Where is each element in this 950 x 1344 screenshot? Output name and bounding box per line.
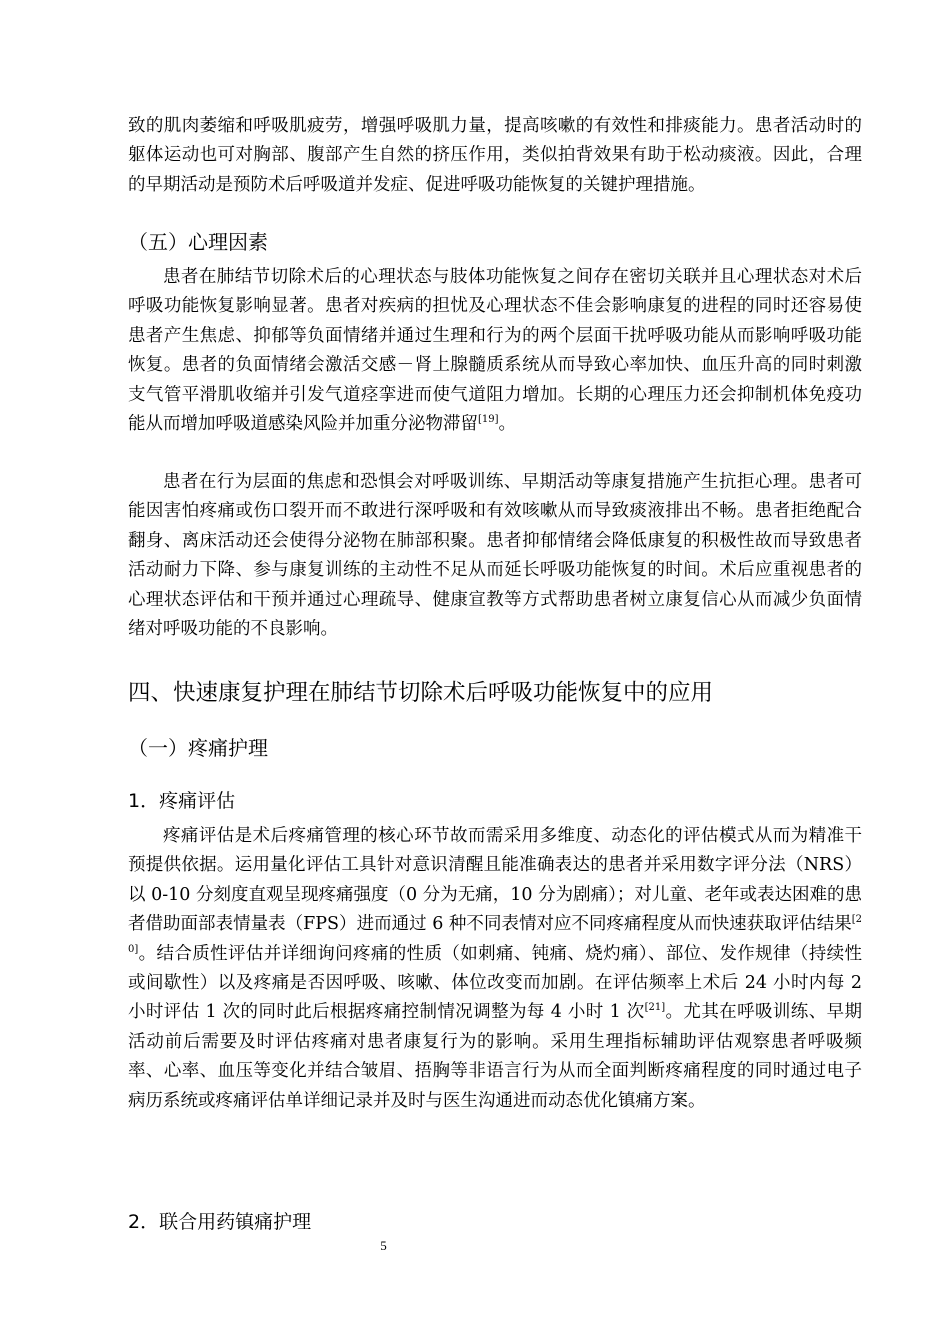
heading-chapter-four: 四、快速康复护理在肺结节切除术后呼吸功能恢复中的应用 xyxy=(128,680,714,706)
heading-psychological-factors: （五）心理因素 xyxy=(128,230,268,254)
heading-combined-analgesia: 2．联合用药镇痛护理 xyxy=(128,1211,312,1233)
paragraph-text: 疼痛评估是术后疼痛管理的核心环节故而需采用多维度、动态化的评估模式从而为精准干预提供依据。运用量化评估工具针对意识清醒且能准确表达的患者并采用数字评分法（NRS）以 0-10 分刻度直观呈现疼痛强度（0 分为无痛，10 分为剧痛）；对儿童、老年或表达困难的患者借助面部表情量表（FPS）进而通过 6 种不同表情对应不同疼痛程度从而快速获取评估结果 xyxy=(128,826,862,935)
heading-pain-nursing: （一）疼痛护理 xyxy=(128,736,268,760)
paragraph-end: 。 xyxy=(498,414,517,435)
paragraph-psych-state xyxy=(128,263,862,439)
paragraph-text: 。结合质性评估并详细询问疼痛的性质（如刺痛、钝痛、烧灼痛）、部位、发作规律（持续性或间歇性）以及疼痛是否因呼吸、咳嗽、体位改变而加剧。在评估频率上术后 24 小时内每 2 小时评估 1 次的同时此后根据疼痛控制情况调整为每 4 小时 1 次 xyxy=(128,943,862,1023)
paragraph-pain-assessment xyxy=(128,822,862,1116)
citation-21: [21] xyxy=(644,1002,666,1014)
citation-19: [19] xyxy=(478,414,499,426)
paragraph-early-activity-end: 致的肌肉萎缩和呼吸肌疲劳，增强呼吸肌力量，提高咳嗽的有效性和排痰能力。患者活动时的躯体运动也可对胸部、腹部产生自然的挤压作用，类似拍背效果有助于松动痰液。因此，合理的早期活动是预防术后呼吸道并发症、促进呼吸功能恢复的关键护理措施。 xyxy=(128,116,862,195)
heading-pain-assessment: 1．疼痛评估 xyxy=(128,790,236,812)
paragraph-behavior-anxiety: 患者在行为层面的焦虑和恐惧会对呼吸训练、早期活动等康复措施产生抗拒心理。患者可能因害怕疼痛或伤口裂开而不敢进行深呼吸和有效咳嗽从而导致痰液排出不畅。患者拒绝配合翻身、离床活动还会使得分泌物在肺部积聚。患者抑郁情绪会降低康复的积极性故而导致患者活动耐力下降、参与康复训练的主动性不足从而延长呼吸功能恢复的时间。术后应重视患者的心理状态评估和干预并通过心理疏导、健康宣教等方式帮助患者树立康复信心从而减少负面情绪对呼吸功能的不良影响。 xyxy=(128,472,862,640)
paragraph-text: 。尤其在呼吸训练、早期活动前后需要及时评估疼痛对患者康复行为的影响。采用生理指标辅助评估观察患者呼吸频率、心率、血压等变化并结合皱眉、捂胸等非语言行为从而全面判断疼痛程度的同时通过电子病历系统或疼痛评估单详细记录并及时与医生沟通进而动态优化镇痛方案。 xyxy=(128,1002,862,1111)
paragraph-text: 患者在肺结节切除术后的心理状态与肢体功能恢复之间存在密切关联并且心理状态对术后呼吸功能恢复影响显著。患者对疾病的担忧及心理状态不佳会影响康复的进程的同时还容易使患者产生焦虑、抑郁等负面情绪并通过生理和行为的两个层面干扰呼吸功能从而影响呼吸功能恢复。患者的负面情绪会激活交感－肾上腺髓质系统从而导致心率加快、血压升高的同时刺激支气管平滑肌收缩并引发气道痉挛进而使气道阻力增加。长期的心理压力还会抑制机体免疫功能从而增加呼吸道感染风险并加重分泌物滞留 xyxy=(128,267,862,435)
citation-20: [20] xyxy=(128,914,862,955)
page-number: 5 xyxy=(380,1238,387,1253)
